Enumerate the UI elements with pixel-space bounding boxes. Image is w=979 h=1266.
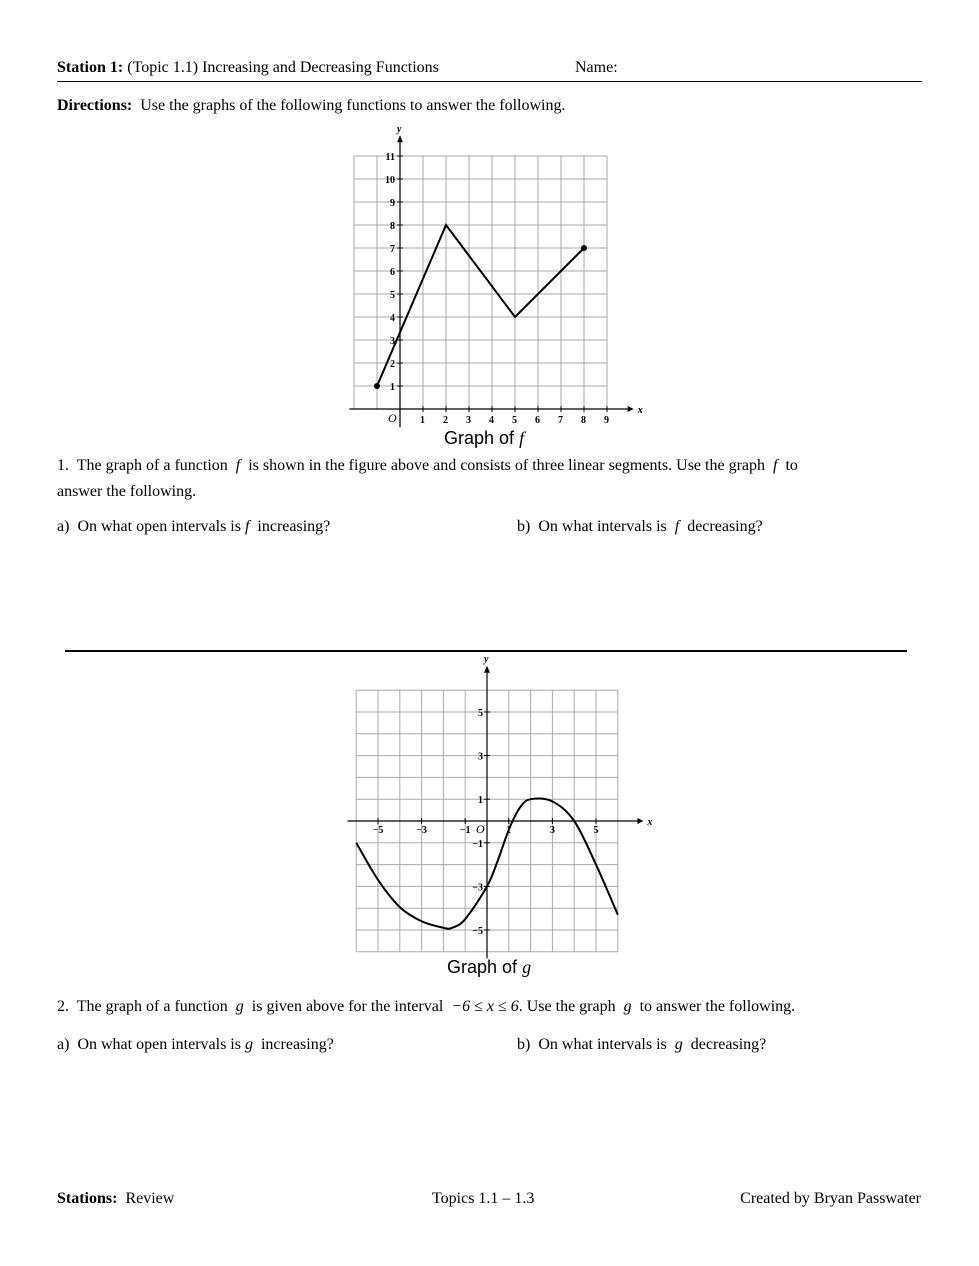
q2-text-d: to answer the following. bbox=[639, 998, 796, 1015]
directions-label: Directions: bbox=[57, 97, 133, 114]
y-tick-label: 11 bbox=[385, 152, 395, 163]
f-line bbox=[377, 225, 584, 386]
x-tick-label: 5 bbox=[512, 415, 517, 426]
q1-var: f bbox=[235, 457, 241, 474]
graph-g-caption bbox=[447, 957, 531, 978]
footer-stations bbox=[57, 1190, 174, 1208]
q2-var: g bbox=[235, 998, 244, 1015]
q2-a-var: g bbox=[244, 1036, 253, 1053]
x-axis-arrow bbox=[637, 818, 643, 824]
q2-b-end: decreasing? bbox=[690, 1036, 767, 1053]
x-axis-label: x bbox=[637, 405, 643, 416]
header-rule bbox=[57, 81, 922, 82]
station-label: Station 1: bbox=[57, 59, 124, 76]
q2-text-b: is given above for the interval bbox=[251, 998, 444, 1015]
footer-credit: Created by Bryan Passwater bbox=[740, 1190, 921, 1207]
q2-part-a bbox=[57, 1036, 334, 1054]
directions bbox=[57, 97, 566, 115]
q1-text-c: to bbox=[785, 457, 798, 474]
q2-a-text: On what open intervals is bbox=[77, 1036, 241, 1053]
y-tick-label: 10 bbox=[385, 175, 395, 186]
x-tick-label: 6 bbox=[535, 415, 540, 426]
x-tick-label: 3 bbox=[466, 415, 471, 426]
q1-part-b bbox=[517, 518, 763, 536]
q1-text-a: The graph of a function bbox=[76, 457, 228, 474]
directions-text: Use the graphs of the following functions to answer the following. bbox=[140, 97, 566, 114]
graph-f bbox=[330, 115, 650, 435]
x-tick-label: −1 bbox=[459, 825, 471, 836]
q1-var2: f bbox=[773, 457, 778, 474]
q1-a-text: On what open intervals is bbox=[77, 518, 241, 535]
q2-b-label: b) bbox=[517, 1036, 531, 1053]
y-tick-label: −1 bbox=[472, 838, 483, 850]
origin-label: O bbox=[476, 822, 485, 836]
x-axis-label: x bbox=[647, 817, 653, 828]
y-axis-arrow bbox=[484, 666, 490, 673]
x-axis-arrow bbox=[628, 406, 634, 412]
y-tick-label: 1 bbox=[390, 382, 395, 393]
y-tick-label: 3 bbox=[478, 751, 483, 763]
graph-g-caption-text: Graph of bbox=[447, 957, 518, 977]
x-tick-label: 8 bbox=[581, 415, 586, 426]
x-tick-label: 1 bbox=[420, 415, 425, 426]
y-tick-label: 1 bbox=[478, 795, 483, 807]
q2-number: 2. bbox=[57, 998, 69, 1015]
footer-stations-label: Stations: bbox=[57, 1190, 118, 1207]
y-tick-label: 5 bbox=[478, 708, 483, 719]
x-tick-label: 3 bbox=[549, 825, 555, 836]
y-axis-label: y bbox=[484, 655, 489, 665]
q1-a-label: a) bbox=[57, 518, 70, 535]
x-tick-label: −3 bbox=[416, 825, 427, 836]
graph-f-caption bbox=[444, 428, 524, 449]
y-tick-label: 2 bbox=[390, 359, 395, 370]
q1-number: 1. bbox=[57, 457, 69, 474]
header-title bbox=[57, 59, 439, 77]
q1-a-var: f bbox=[244, 518, 250, 535]
y-axis-arrow bbox=[397, 135, 403, 142]
y-tick-label: 6 bbox=[390, 267, 395, 278]
footer-stations-value: Review bbox=[125, 1190, 175, 1207]
y-tick-label: 3 bbox=[390, 336, 395, 347]
f-endpoint bbox=[581, 245, 587, 251]
q1-b-end: decreasing? bbox=[687, 518, 763, 535]
q1-a-end: increasing? bbox=[257, 518, 331, 535]
q2-text-line1 bbox=[57, 998, 795, 1016]
graph-g bbox=[345, 655, 665, 960]
q2-text-c: . Use the graph bbox=[518, 998, 616, 1015]
graph-g-caption-var: g bbox=[522, 957, 532, 977]
q1-b-text: On what intervals is bbox=[538, 518, 667, 535]
section-divider bbox=[65, 650, 907, 652]
x-tick-label: 1 bbox=[506, 825, 512, 836]
x-tick-label: 9 bbox=[604, 415, 609, 426]
q1-part-a bbox=[57, 518, 330, 536]
x-tick-label: 7 bbox=[558, 415, 563, 426]
q1-b-var: f bbox=[674, 518, 680, 535]
footer-topics: Topics 1.1 – 1.3 bbox=[432, 1190, 535, 1207]
x-tick-label: −5 bbox=[372, 825, 384, 836]
y-tick-label: 9 bbox=[390, 198, 395, 209]
q1-text-b: is shown in the figure above and consists of three linear segments. Use the graph bbox=[248, 457, 765, 474]
q1-b-label: b) bbox=[517, 518, 531, 535]
q2-var2: g bbox=[623, 998, 632, 1015]
y-tick-label: 8 bbox=[390, 221, 395, 232]
f-endpoint bbox=[374, 383, 380, 389]
q2-a-label: a) bbox=[57, 1036, 70, 1053]
q2-text-a: The graph of a function bbox=[76, 998, 228, 1015]
graph-f-caption-text: Graph of bbox=[444, 428, 515, 448]
q1-text-line2: answer the following. bbox=[57, 483, 197, 500]
x-tick-label: 4 bbox=[489, 415, 494, 426]
q1-text-line1 bbox=[57, 457, 798, 475]
y-axis-label: y bbox=[397, 124, 402, 136]
x-tick-label: 2 bbox=[443, 415, 448, 426]
q2-part-b bbox=[517, 1036, 766, 1054]
graph-f-grid bbox=[354, 156, 607, 409]
y-tick-label: −3 bbox=[472, 882, 483, 894]
graph-f-caption-var: f bbox=[519, 428, 525, 448]
y-tick-label: 7 bbox=[390, 244, 395, 255]
y-tick-label: −5 bbox=[472, 926, 483, 937]
y-tick-label: 5 bbox=[390, 290, 395, 301]
q2-interval: −6 ≤ x ≤ 6 bbox=[451, 998, 519, 1015]
x-tick-label: 5 bbox=[593, 825, 599, 836]
q2-b-text: On what intervals is bbox=[538, 1036, 667, 1053]
origin-label: O bbox=[388, 411, 397, 425]
topic-title: (Topic 1.1) Increasing and Decreasing Functions bbox=[127, 59, 439, 76]
q2-b-var: g bbox=[674, 1036, 683, 1053]
q2-a-end: increasing? bbox=[260, 1036, 334, 1053]
y-tick-label: 4 bbox=[390, 313, 395, 324]
name-label: Name: bbox=[575, 59, 618, 76]
